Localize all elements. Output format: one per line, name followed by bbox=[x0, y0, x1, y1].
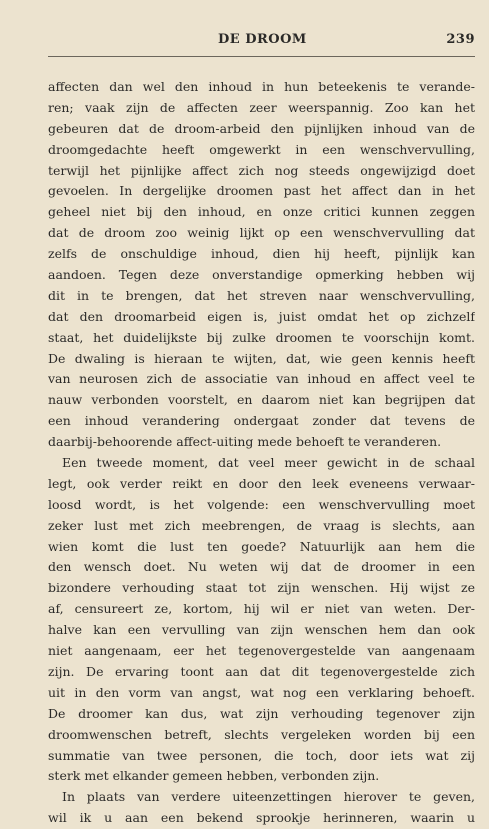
page-header bbox=[48, 32, 475, 52]
text-line: droomwenschen betreft, slechts vergeleken worden bij een bbox=[48, 726, 475, 742]
text-line: wien komt die lust ten goede? Natuurlijk aan hem die bbox=[48, 538, 475, 554]
text-line: den wensch doet. Nu weten wij dat de droomer in een bbox=[48, 559, 475, 575]
text-line: nauw verbonden voorstelt, en daarom niet kan begrijpen dat bbox=[48, 392, 475, 408]
text-line: In plaats van verdere uiteenzettingen hierover te geven, bbox=[62, 789, 475, 805]
text-line: dit in te brengen, dat het streven naar wenschvervulling, bbox=[48, 287, 475, 303]
text-line: affecten dan wel den inhoud in hun beteekenis te verande- bbox=[48, 79, 475, 94]
running-title: DE DROOM bbox=[218, 32, 307, 47]
text-line: zelfs de onschuldige inhoud, dien hij heeft, pijnlijk kan bbox=[48, 246, 475, 262]
text-line: ren; vaak zijn de affecten zeer weerspannig. Zoo kan het bbox=[48, 99, 475, 115]
text-line: gebeuren dat de droom-arbeid den pijnlijken inhoud van de bbox=[48, 120, 475, 136]
text-line: Een tweede moment, dat veel meer gewicht in de schaal bbox=[62, 455, 475, 471]
text-line: uit in den vorm van angst, wat nog een verklaring behoeft. bbox=[48, 684, 475, 700]
header-rule bbox=[48, 56, 475, 57]
text-line: zeker lust met zich meebrengen, de vraag is slechts, aan bbox=[48, 517, 475, 533]
text-line: staat, het duidelijkste bij zulke droomen te voorschijn komt. bbox=[48, 329, 475, 345]
text-line: niet aangenaam, eer het tegenovergestelde van aangenaam bbox=[48, 643, 475, 659]
text-line: De dwaling is hieraan te wijten, dat, wie geen kennis heeft bbox=[48, 350, 475, 366]
text-line: loosd wordt, is het volgende: een wenschvervulling moet bbox=[48, 496, 475, 512]
page-number: 239 bbox=[446, 32, 475, 47]
text-line: gevoelen. In dergelijke droomen past het affect dan in het bbox=[48, 183, 475, 199]
text-line: geheel niet bij den inhoud, en onze critici kunnen zeggen bbox=[48, 204, 475, 220]
text-line: De droomer kan dus, wat zijn verhouding tegenover zijn bbox=[48, 705, 475, 721]
text-line: dat den droomarbeid eigen is, juist omdat het op zichzelf bbox=[48, 308, 475, 324]
text-line: sterk met elkander gemeen hebben, verbonden zijn. bbox=[48, 768, 380, 784]
text-line: zijn. De ervaring toont aan dat dit tegenovergestelde zich bbox=[48, 663, 475, 679]
text-line: summatie van twee personen, die toch, door iets wat zij bbox=[48, 747, 475, 763]
text-line: terwijl het pijnlijke affect zich nog steeds ongewijzigd doet bbox=[48, 162, 475, 178]
text-line: van neurosen zich de associatie van inhoud en affect veel te bbox=[48, 371, 475, 387]
text-line: een inhoud verandering ondergaat zonder dat tevens de bbox=[48, 413, 475, 429]
text-line: droomgedachte heeft omgewerkt in een wenschvervulling, bbox=[48, 141, 475, 157]
text-line: daarbij-behoorende affect-uiting mede behoeft te veranderen. bbox=[48, 434, 442, 450]
text-line: bizondere verhouding staat tot zijn wenschen. Hij wijst ze bbox=[48, 580, 475, 596]
text-line: legt, ook verder reikt en door den leek eveneens verwaar- bbox=[48, 475, 475, 491]
body-text bbox=[48, 77, 475, 829]
text-line: wil ik u aan een bekend sprookje herinneren, waarin u bbox=[48, 810, 475, 826]
text-line: af, censureert ze, kortom, hij wil er niet van weten. Der- bbox=[48, 601, 475, 617]
text-line: aandoen. Tegen deze onverstandige opmerking hebben wij bbox=[48, 267, 475, 283]
text-line: dat de droom zoo weinig lijkt op een wenschvervulling dat bbox=[48, 225, 475, 241]
text-line: halve kan een vervulling van zijn wenschen hem dan ook bbox=[48, 622, 475, 638]
